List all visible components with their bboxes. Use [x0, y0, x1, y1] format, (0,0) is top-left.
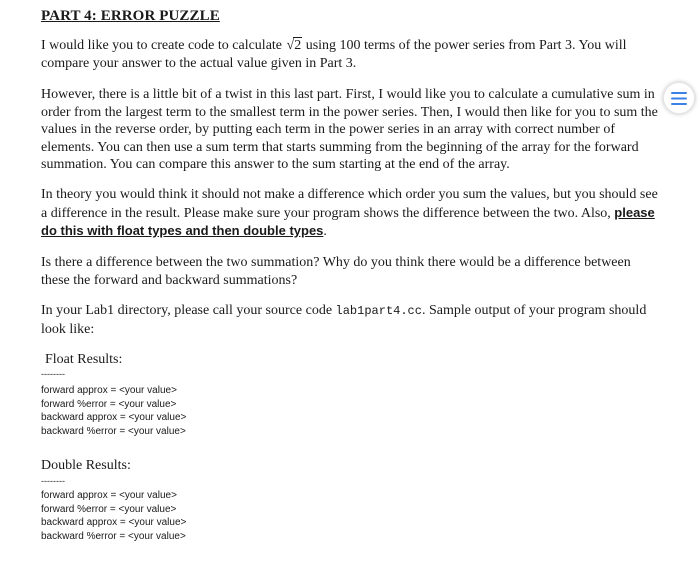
output-line: forward %error = <your value> — [41, 503, 177, 515]
paragraph-intro — [41, 37, 659, 72]
output-line: backward %error = <your value> — [41, 530, 186, 542]
float-results-divider: -------- — [41, 369, 65, 379]
menu-button[interactable] — [663, 82, 695, 114]
double-results-title: Double Results: — [41, 458, 131, 473]
hamburger-icon — [671, 92, 687, 105]
emphasis-float-double: please do this with float types and then double types — [41, 204, 655, 239]
page-title: PART 4: ERROR PUZZLE — [41, 8, 220, 24]
double-results-output — [41, 489, 186, 543]
radical-sign: √ — [286, 38, 295, 53]
output-line: backward approx = <your value> — [41, 517, 187, 529]
theory-text-b: . — [323, 224, 327, 240]
paragraph-filename — [41, 302, 659, 338]
output-line: forward %error = <your value> — [41, 398, 177, 410]
output-line: forward approx = <your value> — [41, 490, 177, 501]
filename-text-b: . Sample output of your program should look like: — [41, 303, 647, 337]
paragraph-twist: However, there is a little bit of a twist in this last part. First, I would like you to calculate a cumulative sum in order from the largest term to the smallest term in the power series. Then, I would then like for you to sum the values in the reverse order, by putting each term in the power series in an array with correct number of elements. You can then use a sum term that starts summing from the beginning of the array for the forward summation. You can compare this answer to the sum starting at the end of the array. — [41, 87, 658, 173]
paragraph-theory — [41, 186, 659, 241]
sqrt-symbol — [286, 37, 303, 55]
intro-text-b: using 100 terms of the power series from Part 3. You will compare your answer to the actual value given in Part 3. — [41, 38, 627, 71]
float-results-output — [41, 384, 186, 438]
paragraph-question: Is there a difference between the two summation? Why do you think there would be a difference between these the forward and backward summations? — [41, 255, 631, 288]
theory-text-a: In theory you would think it should not make a difference which order you sum the values, but you should see a difference in the result. Please make sure your program shows the difference between the two. Also, — [41, 187, 658, 221]
output-line: forward approx = <your value> — [41, 385, 177, 396]
source-filename: lab1part4.cc — [335, 304, 422, 318]
output-line: backward %error = <your value> — [41, 425, 186, 437]
output-line: backward approx = <your value> — [41, 412, 187, 424]
filename-text-a: In your Lab1 directory, please call your source code — [41, 303, 336, 318]
double-results-divider: -------- — [41, 476, 65, 486]
intro-text-a: I would like you to create code to calculate — [41, 38, 286, 53]
float-results-title: Float Results: — [45, 352, 123, 367]
radicand: 2 — [294, 38, 302, 53]
